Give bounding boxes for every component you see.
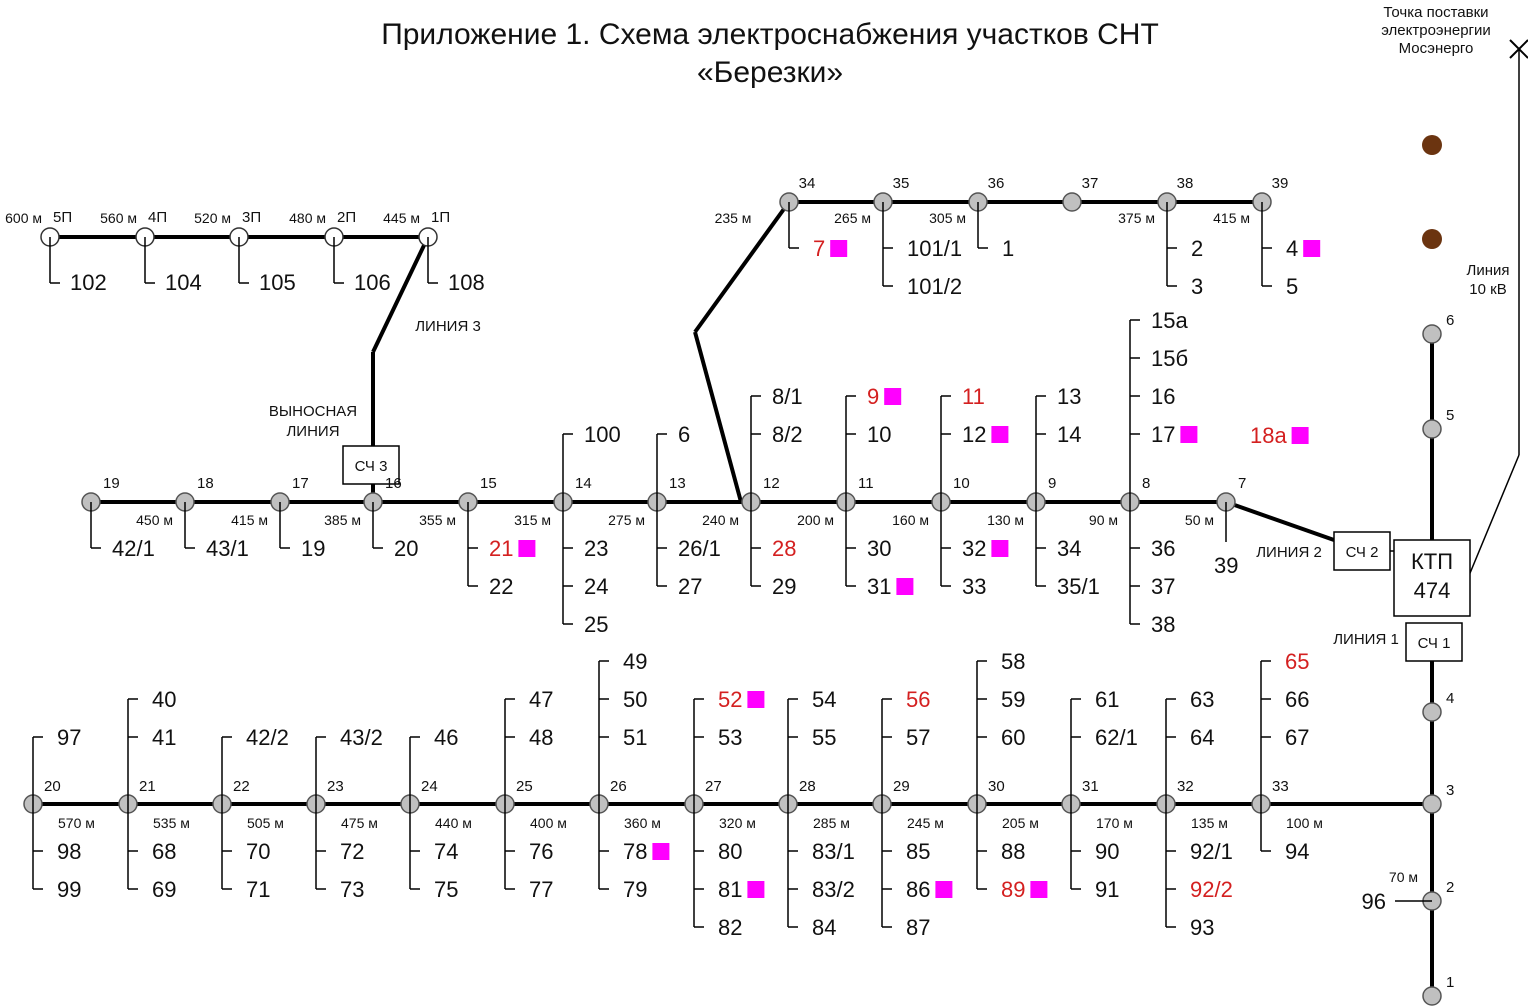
plot-marker-icon [884, 388, 901, 405]
supply-point-label-3: Мосэнерго [1398, 40, 1474, 57]
pole-number: 6 [1446, 312, 1455, 329]
plot-number: 101/1 [907, 236, 963, 261]
feed-10kv-diagonal [1468, 455, 1519, 578]
plot-number: 97 [57, 725, 82, 750]
plot-number: 98 [57, 839, 82, 864]
plot-number: 101/2 [907, 274, 963, 299]
plot-number: 88 [1001, 839, 1026, 864]
plot-number: 94 [1285, 839, 1310, 864]
distance-label: 265 м [834, 210, 871, 226]
distance-label: 170 м [1096, 815, 1133, 831]
plot-number: 1 [1002, 236, 1015, 261]
diagram-title-line2: «Березки» [696, 56, 844, 89]
generated-layer [5, 175, 1454, 1005]
pole-number: 29 [893, 778, 910, 795]
ktp-label-1: КТП [1410, 549, 1454, 574]
plot-number: 66 [1285, 687, 1310, 712]
plot-number: 4 [1286, 236, 1299, 261]
remote-line-label-2: ЛИНИЯ [286, 423, 340, 440]
plot-number: 7 [813, 236, 826, 261]
pole-number: 4 [1446, 690, 1455, 707]
plot-number: 67 [1285, 725, 1310, 750]
pole-number: 5П [53, 209, 73, 226]
pole-number: 12 [763, 475, 780, 492]
plot-number: 40 [152, 687, 177, 712]
plot-number: 100 [584, 422, 621, 447]
plot-number: 99 [57, 877, 82, 902]
plot-number: 87 [906, 915, 931, 940]
plot-number: 36 [1151, 536, 1176, 561]
plot-number: 32 [962, 536, 987, 561]
plot-number: 74 [434, 839, 459, 864]
plot-number: 41 [152, 725, 177, 750]
plot-marker-icon [991, 540, 1008, 557]
pole-number: 14 [575, 475, 592, 492]
plot-marker-icon [747, 881, 764, 898]
supply-point-label-2: электроэнергии [1381, 22, 1491, 39]
distance-label: 320 м [719, 815, 756, 831]
distance-label: 245 м [907, 815, 944, 831]
plot-number: 13 [1057, 384, 1082, 409]
meter-sch3-label: СЧ 3 [354, 458, 388, 475]
distance-label: 160 м [892, 512, 929, 528]
plot-number: 82 [718, 915, 743, 940]
pole-number: 3П [242, 209, 262, 226]
plot-number: 27 [678, 574, 703, 599]
pole-number: 13 [669, 475, 686, 492]
diagram-title-line1: Приложение 1. Схема электроснабжения участков СНТ [381, 18, 1159, 51]
distance-label: 450 м [136, 512, 173, 528]
distance-label: 400 м [530, 815, 567, 831]
pole-number: 34 [798, 175, 816, 192]
distance-label: 200 м [797, 512, 834, 528]
plot-number: 34 [1057, 536, 1082, 561]
pole-number: 25 [516, 778, 533, 795]
pole-icon [1423, 703, 1441, 721]
distance-label: 135 м [1191, 815, 1228, 831]
plot-number: 80 [718, 839, 743, 864]
plot-number: 43/1 [206, 536, 249, 561]
plot-number: 92/1 [1190, 839, 1233, 864]
distance-label: 205 м [1002, 815, 1039, 831]
distance-label: 480 м [289, 210, 326, 226]
plot-number: 38 [1151, 612, 1176, 637]
plot-number: 10 [867, 422, 892, 447]
distance-label: 50 м [1184, 512, 1214, 528]
plot-number: 73 [340, 877, 365, 902]
plot-number: 85 [906, 839, 931, 864]
plot-number: 59 [1001, 687, 1026, 712]
plot-number: 76 [529, 839, 554, 864]
plot-number: 26/1 [678, 536, 721, 561]
plot-marker-icon [830, 240, 847, 257]
pole-number: 16 [385, 475, 402, 492]
plot-number: 20 [394, 536, 419, 561]
plot-number: 69 [152, 877, 177, 902]
supply-point-label-1: Точка поставки [1383, 4, 1489, 21]
meter-sch1-box [1406, 623, 1462, 661]
plot-number: 42/2 [246, 725, 289, 750]
plot-number: 86 [906, 877, 931, 902]
plot-number: 46 [434, 725, 459, 750]
plot-number: 15б [1151, 346, 1189, 371]
pole-icon [1423, 987, 1441, 1005]
distance-label: 285 м [813, 815, 850, 831]
plot-number: 65 [1285, 649, 1310, 674]
plot-number: 16 [1151, 384, 1176, 409]
plot-number: 78 [623, 839, 648, 864]
pole-number: 18 [197, 475, 214, 492]
plot-number: 96 [1361, 889, 1386, 914]
pole-number: 30 [988, 778, 1005, 795]
plot-number: 8/1 [772, 384, 803, 409]
plot-marker-icon [747, 691, 764, 708]
plot-number: 83/1 [812, 839, 855, 864]
meter-sch2-label: СЧ 2 [1345, 544, 1379, 561]
distance-label: 235 м [714, 210, 752, 226]
pole-icon [1063, 193, 1081, 211]
plot-number: 19 [301, 536, 326, 561]
plot-number: 43/2 [340, 725, 383, 750]
distance-label: 415 м [1213, 210, 1250, 226]
meter-sch2-box [1334, 532, 1390, 570]
distance-label: 90 м [1088, 512, 1118, 528]
remote-line-label-1: ВЫНОСНАЯ [268, 403, 358, 420]
distance-label: 445 м [383, 210, 420, 226]
plot-number: 15а [1151, 308, 1188, 333]
line3-label: ЛИНИЯ 3 [415, 318, 481, 335]
plot-number: 8/2 [772, 422, 803, 447]
pole-icon [1423, 795, 1441, 813]
plot-number: 56 [906, 687, 931, 712]
meter-sch1-label: СЧ 1 [1417, 635, 1451, 652]
distance-label: 130 м [987, 512, 1024, 528]
plot-number: 31 [867, 574, 892, 599]
line2-label: ЛИНИЯ 2 [1256, 544, 1322, 561]
plot-marker-icon [991, 426, 1008, 443]
pole-number: 23 [327, 778, 344, 795]
pole-number: 4П [148, 209, 168, 226]
plot-number: 2 [1191, 236, 1204, 261]
pole-number: 31 [1082, 778, 1099, 795]
pole-number: 15 [480, 475, 497, 492]
plot-number: 61 [1095, 687, 1120, 712]
plot-number: 54 [812, 687, 837, 712]
pole-number: 32 [1177, 778, 1194, 795]
plot-number: 71 [246, 877, 271, 902]
pole-number: 19 [103, 475, 120, 492]
pole-number: 10 [953, 475, 970, 492]
plot-number: 25 [584, 612, 609, 637]
line-10kv-label-2: 10 кВ [1469, 281, 1507, 298]
distance-label: 520 м [194, 210, 231, 226]
plot-number: 33 [962, 574, 987, 599]
plot-number: 47 [529, 687, 554, 712]
plot-number: 81 [718, 877, 743, 902]
plot-number: 105 [259, 270, 296, 295]
pole-number: 3 [1446, 782, 1455, 799]
pole-number: 11 [858, 475, 874, 492]
pole-icon [1423, 325, 1441, 343]
pole-number: 21 [139, 778, 156, 795]
distance-label: 385 м [324, 512, 361, 528]
distance-label: 360 м [624, 815, 661, 831]
pole-number: 27 [705, 778, 722, 795]
plot-number: 17 [1151, 422, 1176, 447]
pole-icon [1423, 420, 1441, 438]
distance-label: 440 м [435, 815, 472, 831]
line-10kv-label-1: Линия [1466, 262, 1510, 279]
pole-number: 24 [421, 778, 438, 795]
distance-label: 315 м [514, 512, 551, 528]
plot-number: 24 [584, 574, 609, 599]
plot-number: 6 [678, 422, 691, 447]
distance-label: 275 м [608, 512, 645, 528]
plot-number: 23 [584, 536, 609, 561]
distance-label: 70 м [1388, 869, 1418, 885]
plot-number: 37 [1151, 574, 1176, 599]
plot-number: 18а [1250, 423, 1287, 448]
ground-electrode-icon [1422, 135, 1442, 155]
pole-number: 20 [44, 778, 61, 795]
plot-number: 35/1 [1057, 574, 1100, 599]
line1-label: ЛИНИЯ 1 [1333, 631, 1399, 648]
plot-number: 93 [1190, 915, 1215, 940]
plot-number: 91 [1095, 877, 1120, 902]
pole-number: 8 [1142, 475, 1151, 492]
ktp-474-box [1394, 540, 1470, 616]
ktp-label-2: 474 [1413, 578, 1451, 603]
pole-number: 1П [431, 209, 451, 226]
plot-marker-icon [1292, 427, 1309, 444]
pole-number: 28 [799, 778, 816, 795]
distance-label: 415 м [231, 512, 268, 528]
pole-number: 37 [1081, 175, 1099, 192]
distance-label: 600 м [5, 210, 42, 226]
plot-number: 72 [340, 839, 365, 864]
pole-number: 26 [610, 778, 627, 795]
plot-number: 9 [867, 384, 880, 409]
plot-number: 84 [812, 915, 837, 940]
plot-marker-icon [935, 881, 952, 898]
plot-number: 70 [246, 839, 271, 864]
plot-marker-icon [652, 843, 669, 860]
distance-label: 355 м [419, 512, 456, 528]
pole-number: 1 [1446, 974, 1455, 991]
plot-number: 89 [1001, 877, 1026, 902]
pole-number: 22 [233, 778, 250, 795]
plot-number: 92/2 [1190, 877, 1233, 902]
plot-number: 83/2 [812, 877, 855, 902]
plot-number: 48 [529, 725, 554, 750]
plot-number: 106 [354, 270, 391, 295]
distance-label: 560 м [100, 210, 137, 226]
plot-number: 49 [623, 649, 648, 674]
plot-number: 29 [772, 574, 797, 599]
distance-label: 240 м [702, 512, 739, 528]
plot-number: 104 [165, 270, 202, 295]
ground-electrode-icon [1422, 229, 1442, 249]
plot-number: 11 [962, 384, 985, 409]
plot-number: 52 [718, 687, 743, 712]
plot-marker-icon [1303, 240, 1320, 257]
plot-number: 28 [772, 536, 797, 561]
distance-label: 305 м [929, 210, 966, 226]
distance-label: 505 м [247, 815, 284, 831]
plot-number: 3 [1191, 274, 1204, 299]
plot-number: 64 [1190, 725, 1215, 750]
plot-number: 12 [962, 422, 987, 447]
plot-number: 63 [1190, 687, 1215, 712]
plot-number: 57 [906, 725, 931, 750]
plot-number: 77 [529, 877, 554, 902]
plot-marker-icon [518, 540, 535, 557]
pole-number: 2П [337, 209, 357, 226]
pole-number: 2 [1446, 879, 1455, 896]
plot-number: 39 [1214, 553, 1239, 578]
plot-number: 102 [70, 270, 107, 295]
plot-number: 108 [448, 270, 485, 295]
pole-number: 7 [1238, 475, 1247, 492]
distance-label: 570 м [58, 815, 95, 831]
pole-number: 36 [987, 175, 1005, 192]
plot-number: 30 [867, 536, 892, 561]
pole-number: 35 [892, 175, 910, 192]
plot-number: 42/1 [112, 536, 155, 561]
plot-marker-icon [1180, 426, 1197, 443]
pole-number: 17 [292, 475, 309, 492]
plot-number: 50 [623, 687, 648, 712]
distance-label: 375 м [1118, 210, 1155, 226]
plot-number: 68 [152, 839, 177, 864]
plot-number: 14 [1057, 422, 1082, 447]
plot-number: 60 [1001, 725, 1026, 750]
pole-number: 5 [1446, 407, 1455, 424]
plot-number: 62/1 [1095, 725, 1138, 750]
distance-label: 475 м [341, 815, 378, 831]
plot-number: 22 [489, 574, 514, 599]
plot-number: 5 [1286, 274, 1299, 299]
distance-label: 100 м [1286, 815, 1323, 831]
plot-marker-icon [896, 578, 913, 595]
plot-number: 55 [812, 725, 837, 750]
plot-number: 90 [1095, 839, 1120, 864]
distance-label: 535 м [153, 815, 190, 831]
pole-number: 9 [1048, 475, 1057, 492]
pole-number: 33 [1272, 778, 1289, 795]
plot-number: 75 [434, 877, 459, 902]
pole-number: 38 [1176, 175, 1194, 192]
plot-number: 51 [623, 725, 648, 750]
plot-number: 58 [1001, 649, 1026, 674]
plot-marker-icon [1030, 881, 1047, 898]
pole-number: 39 [1271, 175, 1289, 192]
plot-number: 21 [489, 536, 514, 561]
plot-number: 79 [623, 877, 648, 902]
plot-number: 53 [718, 725, 743, 750]
